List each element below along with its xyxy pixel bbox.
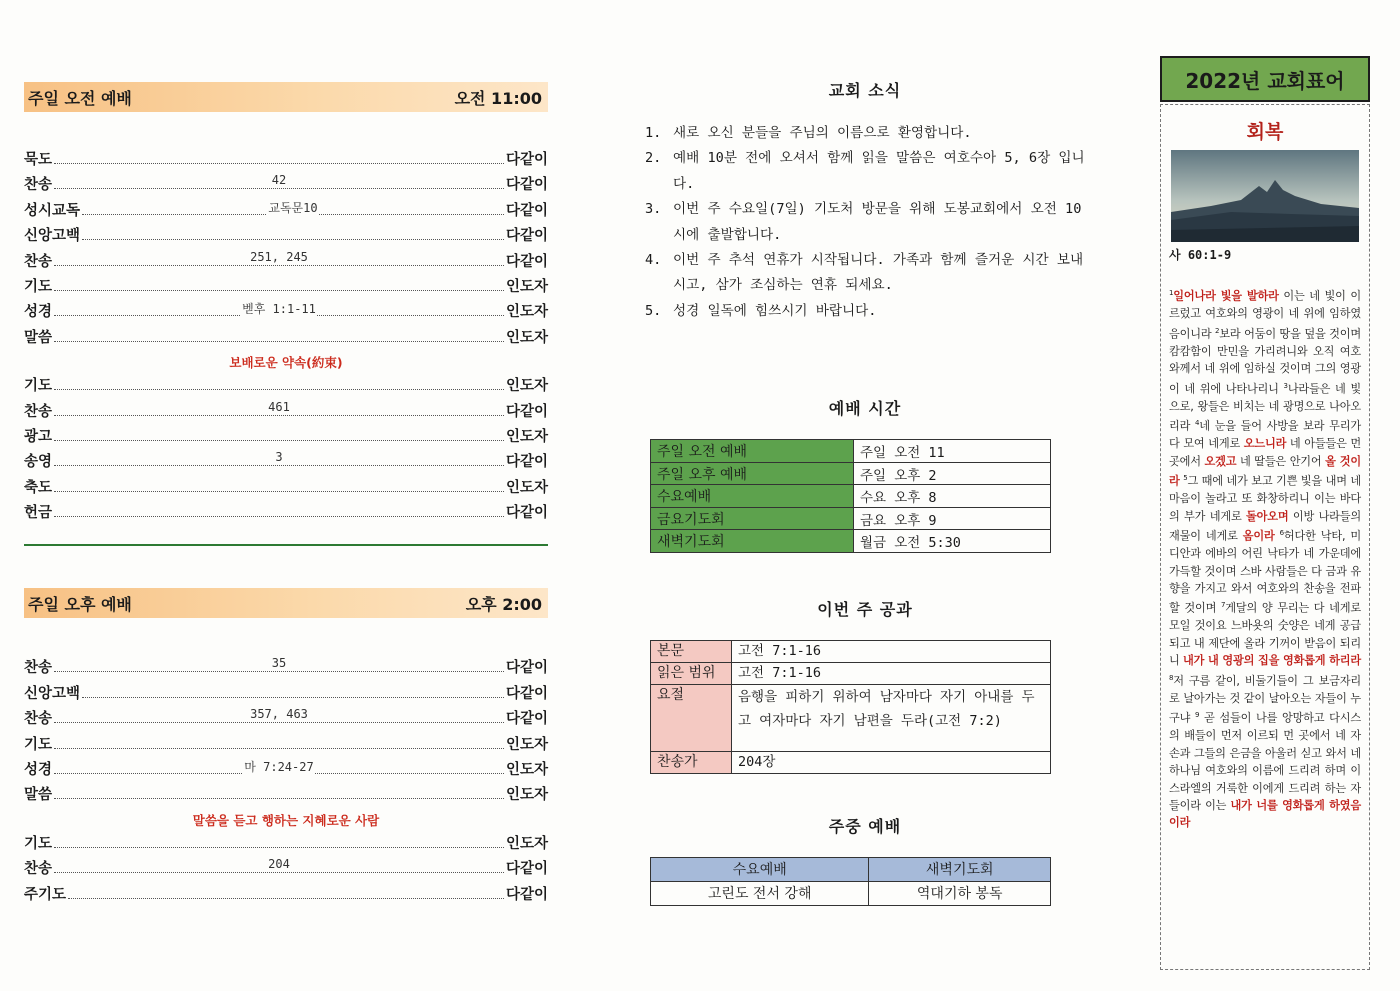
order-item: 찬송	[24, 253, 53, 270]
order-leader: 다같이	[505, 886, 548, 903]
order-item: 헌금	[24, 505, 53, 522]
dotted-leader	[54, 857, 504, 873]
order-detail: 251, 245	[250, 249, 308, 264]
dotted-leader	[54, 736, 504, 749]
order-leader: 다같이	[505, 403, 548, 420]
dotted-leader	[54, 399, 504, 416]
dotted-leader	[54, 479, 504, 492]
schedule-table	[650, 439, 1051, 553]
verse-emphasis: 올 것이라	[1169, 454, 1361, 488]
morning-service-title: 주일 오전 예배	[28, 88, 132, 108]
motto-column	[1160, 56, 1370, 970]
order-item: 신앙고백	[24, 228, 81, 245]
verse-emphasis: 오겠고	[1204, 454, 1237, 468]
news-list	[645, 121, 1085, 324]
verse-number: 9	[1194, 711, 1200, 720]
order-item: 묵도	[24, 152, 53, 168]
midweek-title: 주중 예배	[828, 816, 902, 836]
news-number: 3.	[645, 201, 662, 218]
announcements-column	[645, 78, 1085, 906]
schedule-time: 월금 오전 5:30	[854, 530, 1051, 553]
morning-service-time: 오전 11:00	[454, 88, 542, 108]
order-leader: 인도자	[505, 762, 548, 779]
order-leader: 다같이	[505, 685, 548, 702]
dotted-leader	[82, 202, 504, 215]
order-item: 성시교독	[24, 202, 81, 219]
order-row	[24, 832, 548, 857]
dotted-leader	[54, 151, 504, 164]
order-leader: 인도자	[505, 378, 548, 395]
lesson-label: 찬송가	[651, 751, 732, 773]
order-row	[24, 199, 548, 224]
schedule-row	[651, 485, 1051, 508]
order-leader: 다같이	[505, 660, 548, 677]
order-detail: 교독문10	[268, 200, 318, 215]
verse-emphasis: 옴이라	[1242, 529, 1275, 543]
order-detail: 204	[268, 857, 290, 872]
verse-segment: 네 눈을 들어 사방을 보라 무리가 다 모여 네게로	[1169, 419, 1361, 451]
order-item: 기도	[24, 378, 53, 395]
schedule-row	[651, 530, 1051, 553]
midweek-header-wed: 수요예배	[651, 857, 869, 881]
lesson-label: 본문	[651, 640, 732, 662]
order-detail: 357, 463	[250, 707, 308, 722]
morning-service-header	[24, 82, 548, 112]
order-item: 광고	[24, 428, 53, 445]
order-item: 찬송	[24, 660, 53, 677]
order-row	[24, 501, 548, 526]
motto-box	[1160, 104, 1370, 970]
lesson-value: 고전 7:1-16	[732, 662, 1051, 684]
order-detail: 461	[268, 399, 290, 414]
news-text: 이번 주 수요일(7일) 기도처 방문을 위해 도봉교회에서 오전 10시에 출발합니다.	[673, 201, 1082, 243]
lesson-row	[651, 640, 1051, 662]
order-leader: 다같이	[505, 152, 548, 168]
order-row	[24, 656, 548, 681]
lesson-row	[651, 751, 1051, 773]
order-leader: 다같이	[505, 454, 548, 471]
dotted-leader	[54, 707, 504, 723]
schedule-row	[651, 507, 1051, 530]
news-number: 4.	[645, 252, 662, 269]
afternoon-service-header	[24, 588, 548, 618]
schedule-row	[651, 462, 1051, 485]
order-leader: 인도자	[505, 428, 548, 445]
order-detail: 3	[275, 450, 283, 465]
worship-order-column	[24, 82, 548, 908]
order-row	[24, 707, 548, 732]
news-text: 새로 오신 분들을 주님의 이름으로 환영합니다.	[673, 125, 972, 141]
verse-emphasis: 내가 내 영광의 집을 영화롭게 하리라	[1183, 654, 1361, 668]
verse-segment: 곧 섬들이 나를 앙망하고 다시스의 배들이 먼저 이르되 먼 곳에서 네 자손과 그들의 은금을 아울러 싣고 와서 네 하나님 여호와의 이름에 드리려 하며 이스라엘의 거룩한 이에게 드리려 하는 자들이라 이는	[1169, 711, 1361, 812]
order-item: 말씀	[24, 787, 53, 804]
order-leader: 다같이	[505, 202, 548, 219]
news-number: 2.	[645, 150, 662, 167]
order-item: 기도	[24, 835, 53, 852]
lesson-row	[651, 684, 1051, 751]
news-item	[645, 299, 1085, 324]
schedule-time: 수요 오후 8	[854, 485, 1051, 508]
schedule-service: 주일 오전 예배	[651, 440, 854, 463]
order-row	[24, 400, 548, 425]
verse-segment: 게달의 양 무리는 다 네게로 모일 것이요 느바욧의 숫양은 네게 공급되고 내 제단에 올라 기꺼이 받음이 되리니	[1169, 602, 1361, 668]
verse-segment: 네 딸들은 안기어	[1236, 454, 1326, 468]
order-leader: 인도자	[505, 304, 548, 321]
dotted-leader	[54, 329, 504, 342]
dotted-leader	[68, 886, 504, 899]
order-item: 찬송	[24, 177, 53, 194]
lesson-value: 고전 7:1-16	[732, 640, 1051, 662]
lesson-table	[650, 640, 1051, 774]
verse-segment: 그 때에 네가 보고 기쁜 빛을 내며 네 마음이 놀라고 또 화창하리니 이는 바다의 부가 네게로	[1169, 474, 1361, 523]
order-leader: 인도자	[505, 329, 548, 346]
afternoon-service-title: 주일 오후 예배	[28, 594, 132, 614]
order-row	[24, 883, 548, 908]
news-item	[645, 146, 1085, 197]
order-leader: 인도자	[505, 479, 548, 496]
dotted-leader	[54, 377, 504, 390]
midweek-value-wed: 고린도 전서 강해	[651, 881, 869, 905]
verse-emphasis: 내가 너를 영화롭게 하였음이라	[1169, 798, 1362, 830]
order-leader: 다같이	[505, 177, 548, 194]
schedule-time: 금요 오후 9	[854, 507, 1051, 530]
motto-header: 2022년 교회표어	[1160, 56, 1370, 102]
verse-number: 5	[1183, 474, 1188, 482]
midweek-value-dawn: 역대기하 봉독	[869, 881, 1051, 905]
lesson-row	[651, 662, 1051, 684]
midweek-table	[650, 857, 1051, 906]
dotted-leader	[54, 249, 504, 266]
verse-emphasis: 오느니라	[1243, 437, 1287, 451]
verse-emphasis: 일어나라 빛을 발하라	[1173, 289, 1279, 303]
schedule-service: 금요기도회	[651, 507, 854, 530]
mountain-landscape-image	[1171, 150, 1359, 242]
schedule-time: 주일 오후 2	[854, 462, 1051, 485]
schedule-service: 새벽기도회	[651, 530, 854, 553]
order-row	[24, 450, 548, 475]
news-item	[645, 121, 1085, 146]
dotted-leader	[54, 786, 504, 799]
order-item: 송영	[24, 454, 53, 471]
dotted-leader	[54, 278, 504, 291]
order-row	[24, 425, 548, 450]
order-item: 기도	[24, 278, 53, 295]
verse-number: 1	[1169, 289, 1174, 297]
order-item: 성경	[24, 762, 53, 779]
order-row	[24, 374, 548, 399]
order-leader: 인도자	[505, 787, 548, 804]
order-leader: 다같이	[505, 228, 548, 245]
lesson-title: 이번 주 공과	[817, 599, 913, 619]
lesson-value: 음행을 피하기 위하여 남자마다 자기 아내를 두고 여자마다 자기 남편을 두라(고전 7:2)	[732, 684, 1051, 751]
order-item: 성경	[24, 304, 53, 321]
afternoon-sermon-title: 말씀을 듣고 행하는 지혜로운 사람	[192, 812, 380, 828]
order-item: 찬송	[24, 861, 53, 878]
afternoon-service-time: 오후 2:00	[465, 594, 542, 614]
order-row	[24, 224, 548, 249]
order-row	[24, 250, 548, 275]
schedule-title: 예배 시간	[828, 399, 902, 419]
dotted-leader	[54, 835, 504, 848]
afternoon-order-list	[24, 656, 548, 908]
verse-number: 4	[1194, 419, 1200, 428]
dotted-leader	[54, 303, 504, 316]
morning-sermon-title: 보배로운 약속(約束)	[229, 355, 343, 371]
dotted-leader	[82, 227, 504, 240]
order-row	[24, 326, 548, 351]
news-item	[645, 197, 1085, 248]
order-row	[24, 682, 548, 707]
verse-number: 2	[1215, 326, 1220, 335]
midweek-header-dawn: 새벽기도회	[869, 857, 1051, 881]
order-leader: 인도자	[505, 835, 548, 852]
news-title: 교회 소식	[828, 81, 902, 100]
news-number: 5.	[645, 302, 662, 319]
news-item	[645, 248, 1085, 299]
morning-order-list	[24, 148, 548, 526]
lesson-label: 요절	[651, 684, 732, 751]
order-row	[24, 733, 548, 758]
verse-reference: 사 60:1-9	[1169, 248, 1232, 262]
order-item: 말씀	[24, 329, 53, 346]
order-leader: 인도자	[505, 736, 548, 753]
verse-number: 7	[1220, 601, 1226, 610]
order-detail: 마 7:24-27	[244, 760, 314, 775]
order-leader: 인도자	[505, 278, 548, 295]
verse-emphasis: 돌아오며	[1246, 509, 1289, 523]
order-item: 축도	[24, 479, 53, 496]
dotted-leader	[82, 685, 504, 698]
order-item: 찬송	[24, 403, 53, 420]
order-item: 찬송	[24, 711, 53, 728]
schedule-service: 수요예배	[651, 485, 854, 508]
verse-segment: 네 아들들은 먼 곳에서	[1169, 437, 1361, 468]
motto-verse-text	[1169, 285, 1361, 832]
order-item: 주기도	[24, 886, 67, 903]
dotted-leader	[54, 504, 504, 517]
order-row	[24, 758, 548, 783]
order-row	[24, 148, 548, 173]
dotted-leader	[54, 173, 504, 189]
lesson-value: 204장	[732, 751, 1051, 773]
dotted-leader	[54, 450, 504, 466]
news-number: 1.	[645, 125, 662, 141]
order-row	[24, 275, 548, 300]
order-detail: 35	[271, 656, 287, 671]
motto-word: 회복	[1246, 121, 1284, 143]
dotted-leader	[54, 428, 504, 441]
news-text: 예배 10분 전에 오셔서 함께 읽을 말씀은 여호수아 5, 6장 입니다.	[673, 150, 1085, 192]
order-item: 신앙고백	[24, 685, 81, 702]
schedule-service: 주일 오후 예배	[651, 462, 854, 485]
dotted-leader	[54, 656, 504, 672]
news-text: 이번 주 추석 연휴가 시작됩니다. 가족과 함께 즐거운 시간 보내시고, 삼가 조심하는 연휴 되세요.	[673, 252, 1084, 294]
verse-number: 3	[1283, 381, 1288, 390]
order-row	[24, 783, 548, 808]
verse-segment: 보라 어둠이 땅을 덮을 것이며 캄캄함이 만민을 가리려니와 오직 여호와께서 네 위에 임하실 것이며 그의 영광이 네 위에 나타나리니	[1169, 327, 1361, 396]
verse-segment: 나라들은 네 빛으로, 왕들은 비치는 네 광명으로 나아오리라	[1169, 382, 1361, 433]
lesson-label: 읽은 범위	[651, 662, 732, 684]
verse-segment: 허다한 낙타, 미디안과 에바의 어린 낙타가 네 가운데에 가득할 것이며 스바 사람들은 다 금과 유향을 가지고 와서 여호와의 찬송을 전파할 것이며	[1169, 529, 1362, 616]
order-leader: 다같이	[505, 253, 548, 270]
verse-segment: 이는 네 빛이 이르렀고 여호와의 영광이 네 위에 임하였음이니라	[1169, 289, 1362, 341]
order-leader: 다같이	[505, 711, 548, 728]
schedule-time: 주일 오전 11	[854, 440, 1051, 463]
news-text: 성경 일독에 힘쓰시기 바랍니다.	[673, 302, 877, 319]
order-item: 기도	[24, 736, 53, 753]
order-leader: 다같이	[505, 505, 548, 522]
order-detail: 42	[271, 173, 287, 188]
schedule-row	[651, 440, 1051, 463]
verse-segment: 저 구름 같이, 비둘기들이 그 보금자리로 날아가는 것 같이 날아오는 자들이 누구냐	[1169, 674, 1361, 725]
verse-segment: 이방 나라들의 재물이 네게로	[1169, 509, 1362, 543]
order-row	[24, 476, 548, 501]
order-detail: 벧후 1:1-11	[242, 302, 316, 317]
order-row	[24, 300, 548, 325]
dotted-leader	[54, 761, 504, 774]
order-leader: 다같이	[505, 861, 548, 878]
verse-number: 6	[1279, 528, 1284, 537]
verse-number: 8	[1169, 673, 1174, 682]
order-row	[24, 173, 548, 198]
order-row	[24, 857, 548, 882]
